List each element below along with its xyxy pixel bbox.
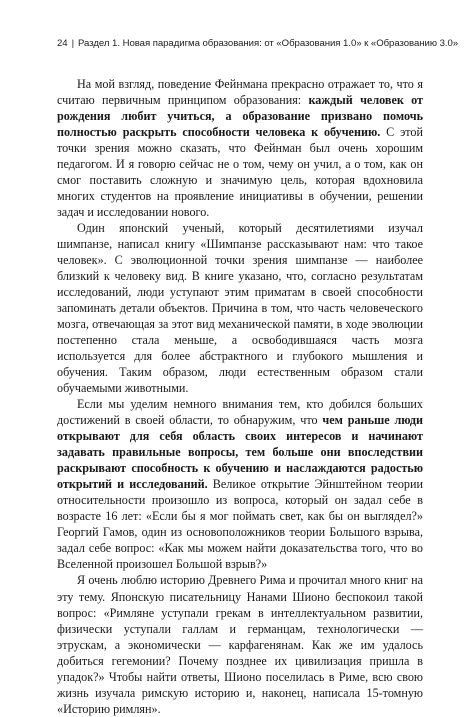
text-run: С этой точки зрения можно сказать, что Фейнман был очень хорошим педагогом. И я говорю сейчас не о том, чему он учил, а о том, как он смог поставить сложную и значимую цель, которая вдохновила многих студентов на проявление инициативы в обучении, решении задач и исследовании нового. <box>57 125 424 220</box>
bold-text: каждый человек от рождения любит учиться, а образование призвано помочь полностью раскрыть способности человека к обучению. <box>57 93 424 140</box>
paragraph <box>57 76 423 220</box>
text-run: Если мы уделим немного внимания тем, кто добился больших достижений в своей области, то обнаружим, что <box>57 397 423 428</box>
header-separator: | <box>71 38 75 49</box>
bold-text: чем раньше люди открывают для себя область своих интересов и начинают задавать правильные вопросы, тем больше они впоследствии раскрывают способность к обучению и наслаждаются радостью открытий и исследований. <box>57 413 424 492</box>
body-text <box>57 76 423 717</box>
page-number: 24 <box>57 38 68 49</box>
text-run: Великое открытие Эйнштейном теории относительности произошло из вопроса, который он задал себе в возрасте 16 лет: «Если бы я мог поймать свет, как бы он выглядел?» Георгий Гамов, один из основоположников теории Большого взрыва, задал себе вопрос: «Как мы можем найти доказательства того, что во Вселенной произошел Большой взрыв?» <box>57 477 423 572</box>
paragraph <box>57 220 423 396</box>
text-run: Я очень люблю историю Древнего Рима и прочитал много книг на эту тему. Японскую писательницу Нанами Шионо беспокоил такой вопрос: «Римляне уступали грекам в интеллектуальном развитии, физически уступали галлам и германцам, технологически — этрускам, а экономически — карфагенянам. Как же им удалось добиться гегемонии? Почему позднее их цивилизация пришла в упадок?» Чтобы найти ответы, Шионо поселилась в Риме, всю свою жизнь изучала римскую историю и, наконец, написала 15-томную «Историю римлян». <box>57 573 423 716</box>
text-run: На мой взгляд, поведение Фейнмана прекрасно отражает то, что я считаю первичным принципом образования: <box>57 77 423 108</box>
paragraph <box>57 572 423 716</box>
text-run: Один японский ученый, который десятилетиями изучал шимпанзе, написал книгу «Шимпанзе рассказывают нам: что такое человек». С эволюционной точки зрения шимпанзе — наиболее близкий к человеку вид. В книге указано, что, согласно результатам исследований, люди уступают этим приматам в своей способности запоминать детали объектов. Причина в том, что часть человеческого мозга, отвечающая за этот вид механической памяти, в ходе эволюции постепенно стала меньше, а освободившаяся часть мозга используется для более абстрактного и глубокого мышления и обучения. Таким образом, люди естественным образом стали обучаемыми животными. <box>57 221 423 396</box>
paragraph <box>57 396 423 572</box>
running-title: Раздел 1. Новая парадигма образования: от «Образования 1.0» к «Образованию 3.0» <box>78 38 459 49</box>
running-header <box>57 38 459 49</box>
